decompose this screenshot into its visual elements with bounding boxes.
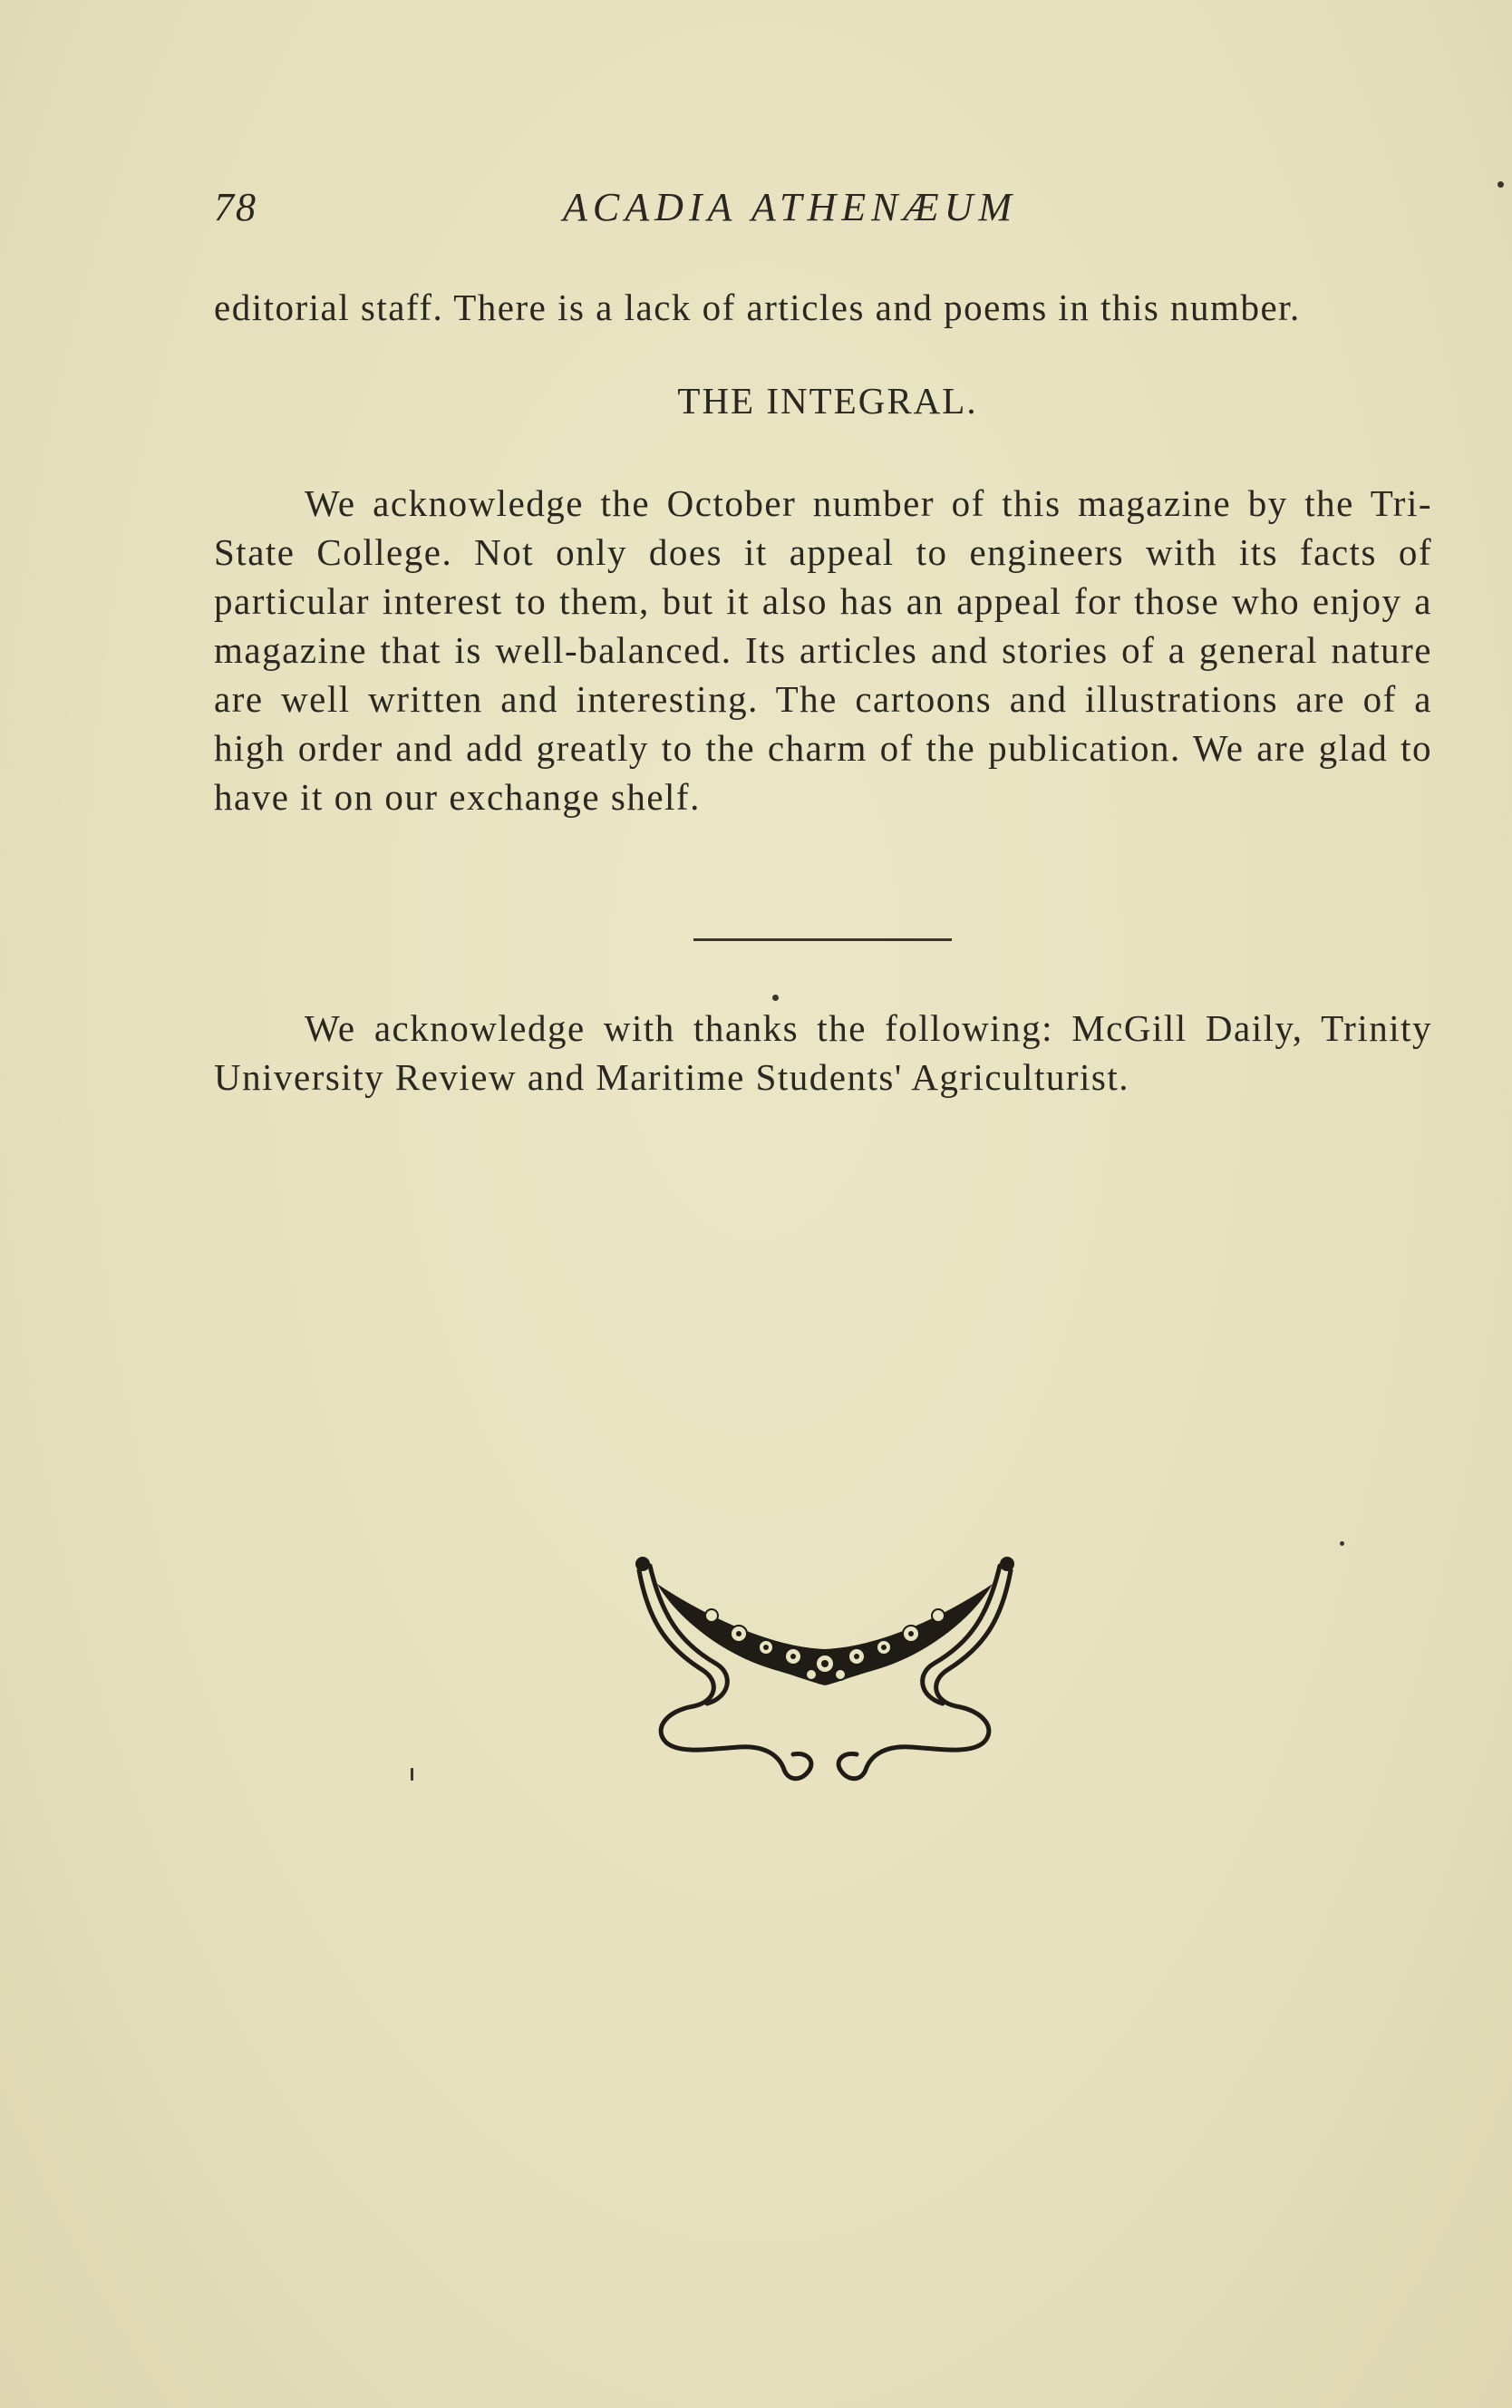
floral-garland-with-ribbons-icon xyxy=(630,1548,1020,1788)
print-speck xyxy=(1340,1541,1344,1546)
page-header xyxy=(214,184,1432,238)
print-speck xyxy=(1497,181,1504,188)
print-speck xyxy=(772,995,779,1001)
paragraph-integral-review: We acknowledge the October number of this magazine by the Tri-State College. Not only does it appeal to engineers with its facts of particular interest to them, but it also has an appeal for those who enjoy a magazine that is well-balanced. Its articles and stories of a general nature are well written and interesting. The cartoons and illustrations are of a high order and add greatly to the charm of the publication. We are glad to have it on our exchange shelf. xyxy=(214,482,1432,818)
print-speck xyxy=(411,1768,413,1781)
section-divider xyxy=(693,938,952,941)
section-title: THE INTEGRAL. xyxy=(677,380,978,422)
paragraph-acknowledgements: We acknowledge with thanks the following: McGill Daily, Trinity University Review and Maritime Students' Agriculturist. xyxy=(214,1007,1432,1098)
page-number: 78 xyxy=(214,185,257,229)
paragraph-continued: editorial staff. There is a lack of articles and poems in this number. xyxy=(214,286,1301,328)
running-title: ACADIA ATHENÆUM xyxy=(563,185,1018,229)
